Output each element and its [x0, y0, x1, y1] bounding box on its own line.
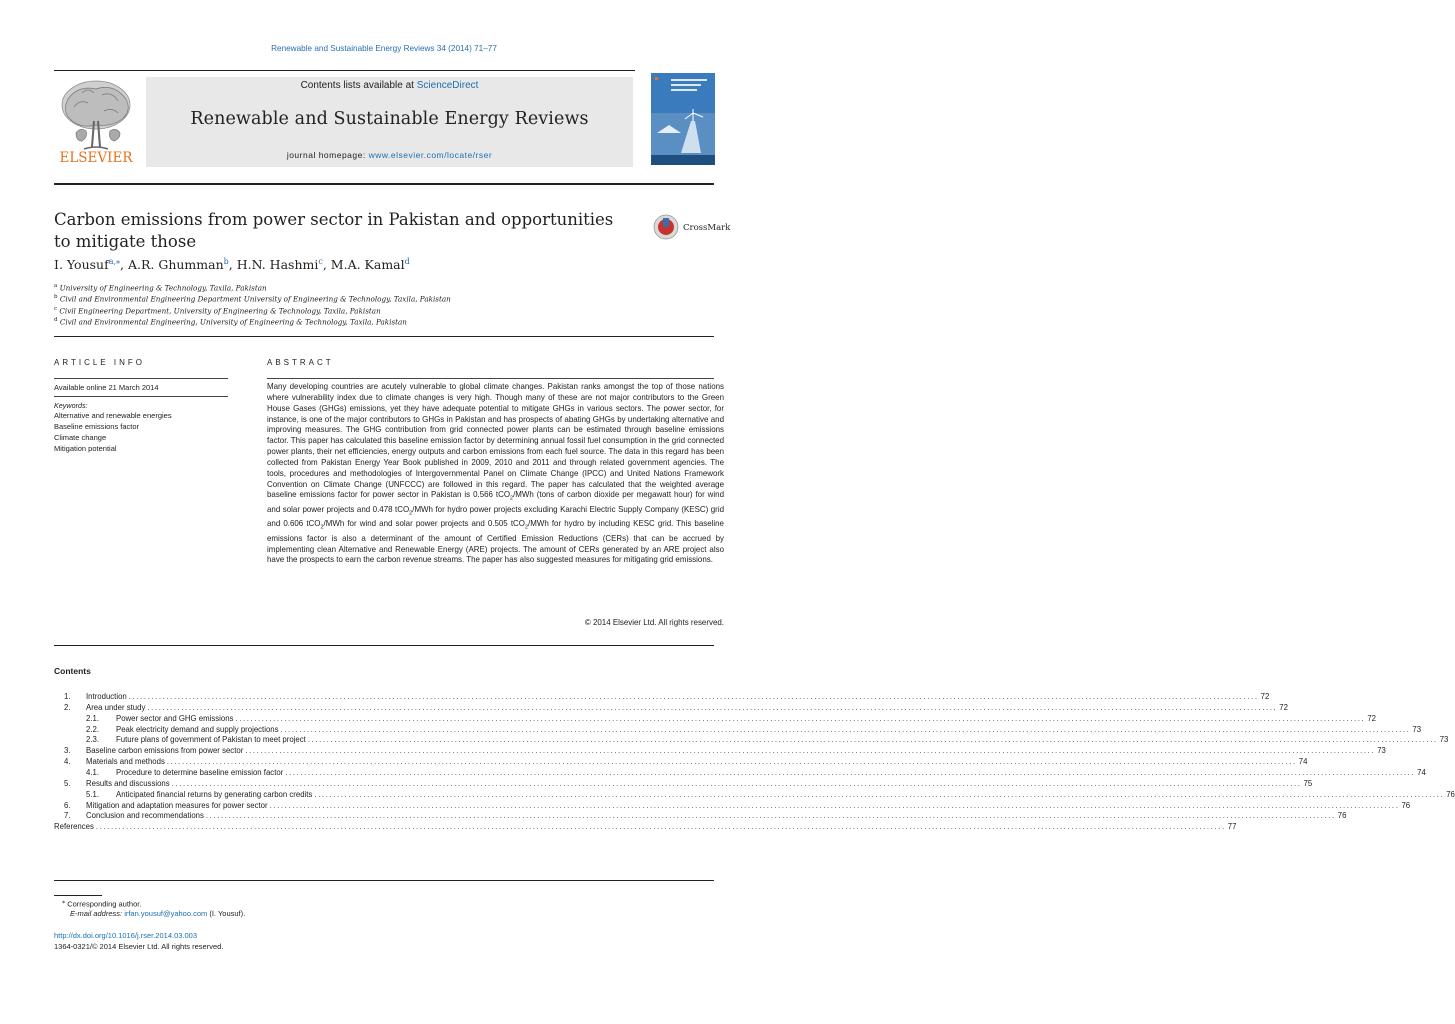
toc-entry-number: 7.	[64, 811, 71, 821]
elsevier-tree-icon	[54, 77, 138, 165]
toc-entry-number: 2.	[64, 702, 71, 712]
abstract-heading: ABSTRACT	[267, 358, 334, 367]
toc-entry-page[interactable]: 76	[1446, 789, 1455, 799]
toc-leader-dots: ............................................................................................................................................................................................................................................................................................................	[95, 822, 1226, 832]
journal-title: Renewable and Sustainable Energy Reviews	[190, 109, 589, 129]
abstract-text: Many developing countries are acutely vulnerable to global climate changes. Pakistan ranks amongst the top of those nations where vulnerability index due to climate changes is very high. Though many of these are not major contributors to the Green House Gases (GHGs) emissions, yet they have adequate potential to mitigate GHGs in various sectors. The power sector, for instance, is one of the major contributors to GHGs in Pakistan and has prospects of abating GHGs by undertaking alternative and improving measures. The GHG contribution from grid connected power plants can be estimated through baseline emissions factor. This paper has calculated this baseline emission factor by determining annual fossil fuel consumption in the grid connected power plants, their net efficiencies, energy outputs and carbon emissions from each fuel source. The data in this regard has been collected from Pakistan Energy Year Book published in 2009, 2010 and 2011 and through related government agencies. The tools, procedures and methodologies of Intergovernmental Panel on Climate Change (IPCC) and United Nations Framework Convention on Climate Change (UNFCCC) are followed in this regard. The paper has calculated that the weighted average baseline emissions factor for power sector in Pakistan is 0.566 tCO$_2$/MWh (tons of carbon dioxide per megawatt hour) for wind and solar power projects and 0.478 tCO$_2$/MWh for hydro power projects excluding Karachi Electric Supply Company (KESC) grid and 0.606 tCO$_2$/MWh for wind and solar power projects and 0.505 tCO$_2$/MWh for hydro by including KESC grid. This baseline emissions factor is also a determinant of the amount of Certified Emission Reductions (CERs) that can be accrued by implementing clean Alternative and Renewable Energy (ARE) projects. The amount of CERs generated by an ARE project also have the prospects to earn the carbon revenue streams. The paper has also suggested measures for mitigating grid emissions.	[267, 382, 724, 565]
toc-entry-page[interactable]: 74	[1298, 757, 1308, 767]
toc-entry[interactable]	[54, 822, 1237, 834]
header-rule	[54, 183, 714, 185]
affiliation-d: $^d$ Civil and Environmental Engineering, University of Engineering & Technology, Taxila, Pakistan	[54, 317, 407, 327]
toc-leader-dots: ............................................................................................................................................................................................................................................................................................................	[235, 713, 1366, 723]
toc-entry-page[interactable]: 72	[1260, 692, 1270, 701]
contents-prefix: Contents lists available at	[300, 80, 417, 91]
toc-entry-title[interactable]: Peak electricity demand and supply projections	[116, 724, 279, 734]
article-title	[54, 209, 634, 253]
toc-leader-dots: ............................................................................................................................................................................................................................................................................................................	[285, 767, 1416, 777]
toc-entry-page[interactable]: 72	[1279, 702, 1288, 712]
toc-entry-page[interactable]: 73	[1412, 724, 1422, 734]
toc-entry-number: 5.	[64, 778, 71, 788]
keyword-item: Mitigation potential	[54, 444, 117, 453]
abstract-rule-bottom	[54, 645, 714, 646]
toc-entry-page[interactable]: 76	[1401, 800, 1411, 810]
abstract-rule	[267, 378, 714, 379]
affiliation-a: $^a$ University of Engineering & Technology, Taxila, Pakistan	[54, 283, 267, 293]
toc-entry-page[interactable]: 72	[1367, 713, 1376, 723]
keyword-item: Alternative and renewable energies	[54, 411, 172, 420]
top-rule	[54, 70, 635, 71]
toc-entry-number: 3.	[64, 746, 71, 756]
toc-entry-title[interactable]: Results and discussions	[86, 778, 170, 788]
toc-leader-dots: ............................................................................................................................................................................................................................................................................................................	[128, 692, 1259, 701]
homepage-prefix: journal homepage:	[286, 150, 369, 160]
toc-leader-dots: ............................................................................................................................................................................................................................................................................................................	[280, 724, 1411, 734]
contents-rule	[54, 880, 714, 881]
toc-entry-title[interactable]: Anticipated financial returns by generating carbon credits	[116, 789, 313, 799]
email-note: E-mail address: irfan.yousuf@yahoo.com (I. Yousuf).	[70, 909, 246, 918]
journal-cover-image	[651, 73, 715, 165]
journal-homepage-link[interactable]: www.elsevier.com/locate/rser	[368, 150, 493, 160]
toc-entry-page[interactable]: 75	[1303, 778, 1313, 788]
author-affiliation-mark[interactable]: d	[404, 257, 410, 266]
toc-leader-dots: ............................................................................................................................................................................................................................................................................................................	[307, 735, 1438, 745]
toc-entry-page[interactable]: 77	[1227, 822, 1237, 832]
toc-entry-number: 2.2.	[86, 724, 100, 734]
corresponding-author-note: ⁎ Corresponding author.	[62, 898, 142, 909]
article-info-rule-top	[54, 378, 228, 379]
affiliation-b: $^b$ Civil and Environmental Engineering Department University of Engineering & Technology, Taxila, Pakistan	[54, 294, 451, 304]
author-separator: ,	[120, 257, 128, 273]
toc-entry-number: 1.	[64, 692, 71, 701]
affiliation-rule	[54, 336, 714, 337]
toc-entry-page[interactable]: 73	[1439, 735, 1449, 745]
toc-leader-dots: ............................................................................................................................................................................................................................................................................................................	[269, 800, 1400, 810]
toc-entry-number: 2.1.	[86, 713, 100, 723]
abstract-copyright: © 2014 Elsevier Ltd. All rights reserved.	[584, 618, 724, 627]
toc-entry-title[interactable]: Mitigation and adaptation measures for power sector	[86, 800, 268, 810]
available-online-date: Available online 21 March 2014	[54, 383, 159, 392]
author-name[interactable]: A.R. Ghumman	[127, 257, 224, 273]
author-affiliation-mark[interactable]: a,⁎	[108, 257, 121, 266]
toc-entry-number: 5.1.	[86, 789, 100, 799]
article-title-line-2: to mitigate those	[54, 232, 197, 251]
journal-homepage-line	[146, 150, 633, 160]
journal-cover-thumbnail[interactable]	[651, 73, 715, 165]
affiliation-c: $^c$ Civil Engineering Department, University of Engineering & Technology, Taxila, Pakistan	[54, 306, 381, 316]
toc-entry-title[interactable]: Baseline carbon emissions from power sector	[86, 746, 244, 756]
toc-entry-title[interactable]: Power sector and GHG emissions	[116, 713, 234, 723]
toc-leader-dots: ............................................................................................................................................................................................................................................................................................................	[166, 757, 1297, 767]
author-separator: ,	[322, 257, 331, 273]
author-name[interactable]: M.A. Kamal	[330, 257, 405, 273]
contents-available-line	[146, 80, 633, 91]
keyword-item: Climate change	[54, 433, 107, 442]
svg-text:CrossMark: CrossMark	[683, 223, 731, 233]
toc-entry-title[interactable]: Conclusion and recommendations	[86, 811, 204, 821]
footnote-rule	[54, 895, 102, 896]
toc-entry-page[interactable]: 74	[1417, 767, 1426, 777]
article-title-line-1: Carbon emissions from power sector in Pakistan and opportunities	[54, 210, 614, 229]
keyword-item: Baseline emissions factor	[54, 422, 140, 431]
article-info-rule-middle	[54, 396, 228, 397]
toc-entry-page[interactable]: 76	[1337, 811, 1347, 821]
toc-leader-dots: ............................................................................................................................................................................................................................................................................................................	[147, 702, 1278, 712]
toc-entry-title[interactable]: Area under study	[86, 702, 146, 712]
toc-entry-title[interactable]: References	[54, 822, 94, 832]
article-info-heading: ARTICLE INFO	[54, 358, 145, 367]
author-separator: ,	[228, 257, 237, 273]
keywords-label: Keywords:	[54, 401, 88, 410]
toc-leader-dots: ............................................................................................................................................................................................................................................................................................................	[171, 778, 1302, 788]
toc-entry-title[interactable]: Materials and methods	[86, 757, 165, 767]
elsevier-logo[interactable]	[54, 77, 138, 165]
author-email-link[interactable]: irfan.yousuf@yahoo.com	[124, 909, 208, 918]
doi-link[interactable]: http://dx.doi.org/10.1016/j.rser.2014.03.003	[54, 931, 198, 940]
contents-heading: Contents	[54, 666, 91, 676]
author-affiliation-mark[interactable]: b	[223, 257, 229, 266]
crossmark-badge[interactable]	[653, 212, 733, 242]
author-name[interactable]: I. Yousuf	[54, 257, 109, 273]
author-name[interactable]: H.N. Hashmi	[236, 257, 319, 273]
svg-text:ELSEVIER: ELSEVIER	[59, 150, 133, 166]
toc-leader-dots: ............................................................................................................................................................................................................................................................................................................	[245, 746, 1376, 756]
issn-line: 1364-0321/© 2014 Elsevier Ltd. All rights reserved.	[54, 942, 224, 951]
toc-leader-dots: ............................................................................................................................................................................................................................................................................................................	[205, 811, 1336, 821]
toc-entry-number: 4.	[64, 757, 71, 767]
sciencedirect-link[interactable]: ScienceDirect	[416, 80, 479, 91]
toc-entry-title[interactable]: Procedure to determine baseline emission factor	[116, 767, 284, 777]
toc-entry-page[interactable]: 73	[1377, 746, 1386, 756]
crossmark-icon	[653, 212, 733, 242]
toc-entry-number: 4.1.	[86, 767, 100, 777]
journal-citation[interactable]: Renewable and Sustainable Energy Reviews 34 (2014) 71–77	[271, 44, 497, 53]
toc-entry-title[interactable]: Introduction	[86, 692, 127, 701]
toc-entry-title[interactable]: Future plans of government of Pakistan to meet project	[116, 735, 306, 745]
toc-leader-dots: ............................................................................................................................................................................................................................................................................................................	[314, 789, 1445, 799]
toc-entry-number: 2.3.	[86, 735, 100, 745]
author-affiliation-mark[interactable]: c	[318, 257, 323, 266]
toc-entry-number: 6.	[64, 800, 71, 810]
author-list	[54, 257, 654, 272]
